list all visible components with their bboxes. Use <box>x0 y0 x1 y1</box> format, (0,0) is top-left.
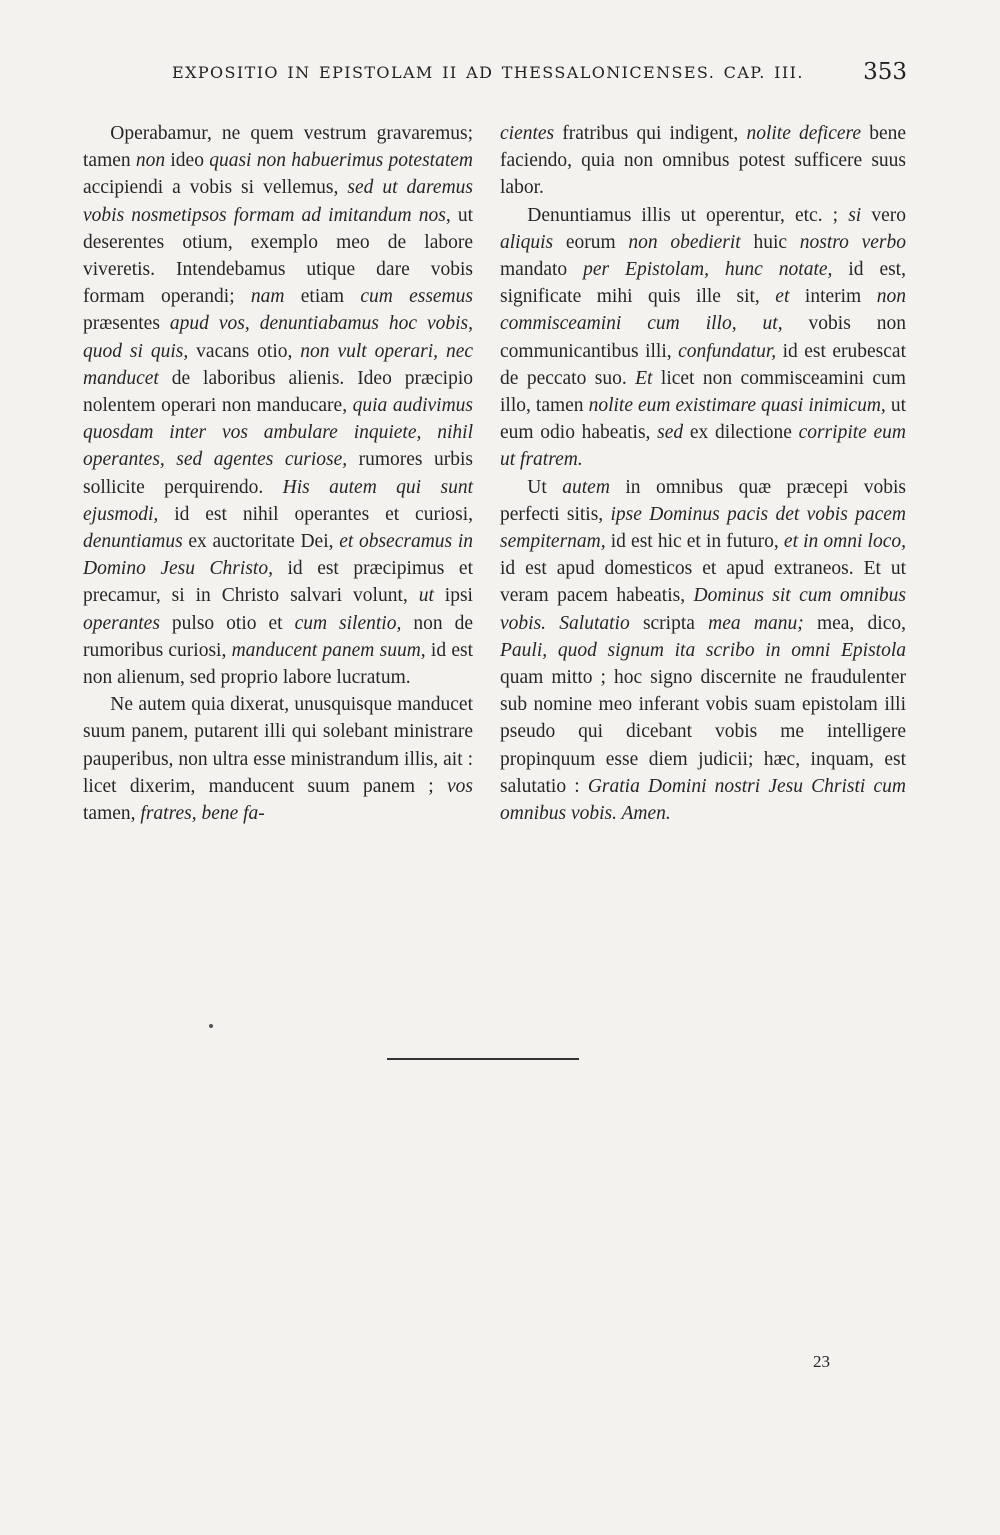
italic-text-run: ipse Dominus pacis det vobis pacem sempiternam, <box>500 503 906 553</box>
text-run: ut eum odio habeatis, <box>500 395 906 444</box>
text-run: vero <box>861 204 906 226</box>
text-run: ex auctoritate Dei, <box>182 531 340 553</box>
italic-text-run: His autem qui sunt ejusmodi, <box>83 476 474 525</box>
italic-text-run: cientes <box>500 123 555 144</box>
italic-text-run: manducent panem suum, <box>231 639 426 661</box>
text-run: interim <box>789 286 877 308</box>
text-run: præsentes <box>83 313 170 335</box>
text-run: Operabamur, ne quem vestrum gravaremus; tamen <box>83 123 473 172</box>
italic-text-run: aliquis <box>500 231 554 253</box>
italic-text-run: et in omni loco, <box>783 531 906 553</box>
right-column <box>500 120 906 827</box>
italic-text-run: fratres, bene fa- <box>140 803 265 825</box>
italic-text-run: Pauli, quod signum ita scribo in omni Epistola <box>500 639 906 661</box>
text-run: licet non commisceamini cum illo, tamen <box>500 367 906 417</box>
text-run: tamen, <box>83 803 141 825</box>
text-run: Denuntiamus illis ut operentur, etc. ; <box>527 204 849 226</box>
text-run: ex dilectione <box>683 422 799 444</box>
italic-text-run: denuntiamus <box>83 531 183 553</box>
text-run: ipsi <box>433 585 473 607</box>
text-run: id est hic et in futuro, <box>605 531 784 553</box>
text-run: id est apud domesticos et apud extraneos. Et ut veram pacem habeatis, <box>500 558 906 607</box>
text-run: eorum <box>553 231 629 253</box>
text-run: rumores urbis sollicite perquirendo. <box>83 449 473 498</box>
paragraph <box>500 474 906 828</box>
italic-text-run: si <box>848 204 862 226</box>
text-run: accipiendi a vobis si vellemus, <box>83 177 348 199</box>
italic-text-run: cum essemus <box>360 286 473 308</box>
italic-text-run: Gratia Domini nostri Jesu Christi cum omnibus vobis. Amen. <box>500 775 906 825</box>
text-run: bene faciendo, quia non omnibus potest sufficere suus labor. <box>500 123 907 199</box>
italic-text-run: nolite eum existimare quasi inimicum, <box>588 395 886 417</box>
text-run: pulso otio et <box>159 612 295 634</box>
italic-text-run: non <box>135 150 166 172</box>
italic-text-run: non commisceamini cum illo, ut, <box>500 286 906 335</box>
italic-text-run: quia audivimus quosdam inter vos ambulare inquiete, nihil operantes, sed agentes curiose, <box>83 395 473 471</box>
running-title: EXPOSITIO IN EPISTOLAM II AD THESSALONICENSES. CAP. III. <box>172 63 804 82</box>
italic-text-run: autem <box>562 476 610 498</box>
text-run: huic <box>740 231 800 253</box>
text-run: id est, significate mihi quis ille sit, <box>500 259 906 308</box>
italic-text-run: operantes <box>83 612 160 634</box>
page-number: 353 <box>863 59 907 85</box>
running-header <box>172 59 907 93</box>
text-run: id est nihil operantes et curiosi, <box>158 503 473 525</box>
text-run: non de rumoribus curiosi, <box>83 612 473 661</box>
end-rule <box>387 1058 579 1060</box>
text-run: etiam <box>284 286 361 308</box>
text-run: fratribus qui indigent, <box>554 123 747 144</box>
italic-text-run: et <box>775 286 790 308</box>
paragraph <box>500 202 906 474</box>
text-run: mandato <box>500 259 584 281</box>
italic-text-run: nostro verbo <box>799 231 906 253</box>
text-run: Ne autem quia dixerat, unusquisque manducet suum panem, putarent illi qui solebant ministrare pauperibus, non ultra esse ministrandum illis, ait : licet dixerim, manducent suum panem ; <box>83 694 473 797</box>
text-run: scripta <box>629 612 709 634</box>
text-run: ideo <box>165 150 210 172</box>
left-column <box>83 120 473 827</box>
italic-text-run: cum silentio, <box>294 612 402 634</box>
text-run: id est præcipimus et precamur, si in Christo salvari volunt, <box>83 558 473 607</box>
italic-text-run: et obsecramus in Domino Jesu Christo, <box>83 531 473 580</box>
text-run: Ut <box>527 476 563 498</box>
text-run: de laboribus alienis. Ideo præcipio nolentem operari non manducare, <box>83 367 473 417</box>
text-run: ut deserentes otium, exemplo meo de labore viveretis. Intendebamus utique dare vobis formam operandi; <box>83 204 473 308</box>
italic-text-run: corripite eum ut fratrem. <box>500 422 906 471</box>
italic-text-run: Dominus sit cum omnibus vobis. Salutatio <box>500 585 907 634</box>
text-run: vobis non communicantibus illi, <box>500 313 906 362</box>
text-run: in omnibus quæ præcepi vobis perfecti sitis, <box>500 476 906 525</box>
italic-text-run: non vult operari, nec manducet <box>83 340 473 389</box>
italic-text-run: confundatur, <box>678 340 777 362</box>
italic-text-run: nolite deficere <box>746 123 862 144</box>
italic-text-run: quasi non habuerimus potestatem <box>209 150 473 172</box>
stray-dot <box>209 1024 213 1028</box>
italic-text-run: per Epistolam, hunc notate, <box>583 259 833 281</box>
italic-text-run: non obedierit <box>628 231 741 253</box>
italic-text-run: vos <box>447 775 473 797</box>
paragraph <box>83 691 473 827</box>
paragraph <box>500 120 906 202</box>
italic-text-run: Et <box>635 367 653 389</box>
italic-text-run: sed <box>657 422 684 444</box>
text-run: vacans otio, <box>188 340 301 362</box>
paragraph <box>83 120 473 691</box>
text-run: id est erubescat de peccato suo. <box>500 340 906 389</box>
italic-text-run: mea manu; <box>708 612 804 634</box>
italic-text-run: sed ut daremus vobis nosmetipsos formam ad imitandum nos, <box>83 177 473 226</box>
italic-text-run: ut <box>418 585 434 607</box>
italic-text-run: nam <box>250 286 285 308</box>
text-run: mea, dico, <box>803 612 906 634</box>
text-run: quam mitto ; hoc signo discernite ne fraudulenter sub nomine meo inferant vobis suam epistolam illi pseudo qui dicebant vobis me intelligere propinquum esse diem judicii; hæc, inquam, est salutatio : <box>500 667 906 797</box>
italic-text-run: apud vos, denuntiabamus hoc vobis, quod si quis, <box>83 313 473 362</box>
signature-mark: 23 <box>813 1352 830 1371</box>
text-run: id est non alienum, sed proprio labore lucratum. <box>83 639 473 689</box>
